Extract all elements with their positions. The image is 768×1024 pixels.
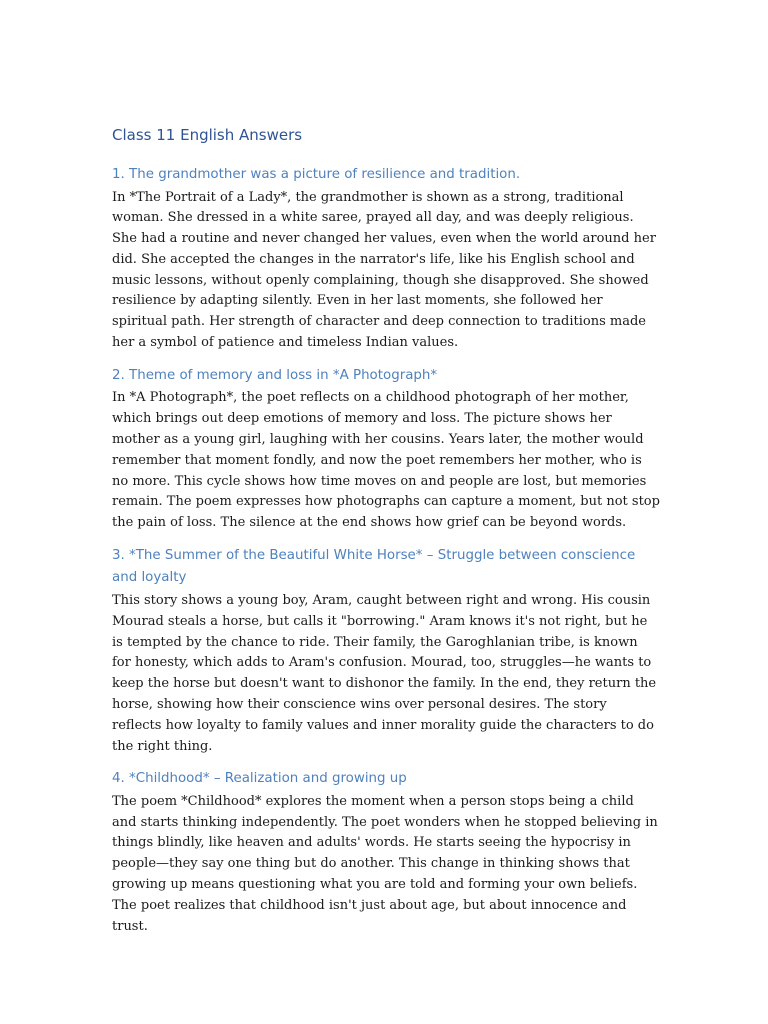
document-page [112,124,660,948]
section-body: This story shows a young boy, Aram, caught between right and wrong. His cousin Mourad steals a horse, but calls it "borrowing." Aram knows it's not right, but he is tempted by the chance to ride. Their family, the Garoghlanian tribe, is known for honesty, which adds to Aram's confusion. Mourad, too, struggles—he wants to keep the horse but doesn't want to dishonor the family. In the end, they return the horse, showing how their conscience wins over personal desires. The story reflects how loyalty to family values and inner morality guide the characters to do the right thing. [112,592,657,754]
section-heading: 1. The grandmother was a picture of resilience and tradition. [112,167,521,182]
section-body: The poem *Childhood* explores the moment when a person stops being a child and starts thinking independently. The poet wonders when he stopped believing in things blindly, like heaven and adults' words. He starts seeing the hypocrisy in people—they say one thing but do another. This change in thinking shows that growing up means questioning what you are told and forming your own beliefs. The poet realizes that childhood isn't just about age, but about innocence and trust. [112,793,658,934]
section-1 [112,164,660,354]
section-4 [112,768,660,937]
section-3 [112,545,660,757]
section-body: In *A Photograph*, the poet reflects on a childhood photograph of her mother, which brings out deep emotions of memory and loss. The picture shows her mother as a young girl, laughing with her cousins. Years later, the mother would remember that moment fondly, and now the poet remembers her mother, who is no more. This cycle shows how time moves on and people are lost, but memories remain. The poem expresses how photographs can capture a moment, but not stop the pain of loss. The silence at the end shows how grief can be beyond words. [112,390,660,531]
section-body: In *The Portrait of a Lady*, the grandmother is shown as a strong, traditional woman. She dressed in a white saree, prayed all day, and was deeply religious. She had a routine and never changed her values, even when the world around her did. She accepted the changes in the narrator's life, like his English school and music lessons, without openly complaining, though she disapproved. She showed resilience by adapting silently. Even in her last moments, she followed her spiritual path. Her strength of character and deep connection to traditions made her a symbol of patience and timeless Indian values. [112,189,656,351]
section-heading: 4. *Childhood* – Realization and growing up [112,771,407,787]
section-heading: 2. Theme of memory and loss in *A Photograph* [112,367,438,383]
document-title: Class 11 English Answers [112,126,303,144]
section-2 [112,365,660,534]
section-heading: 3. *The Summer of the Beautiful White Horse* – Struggle between conscience and loyalty [112,547,636,586]
